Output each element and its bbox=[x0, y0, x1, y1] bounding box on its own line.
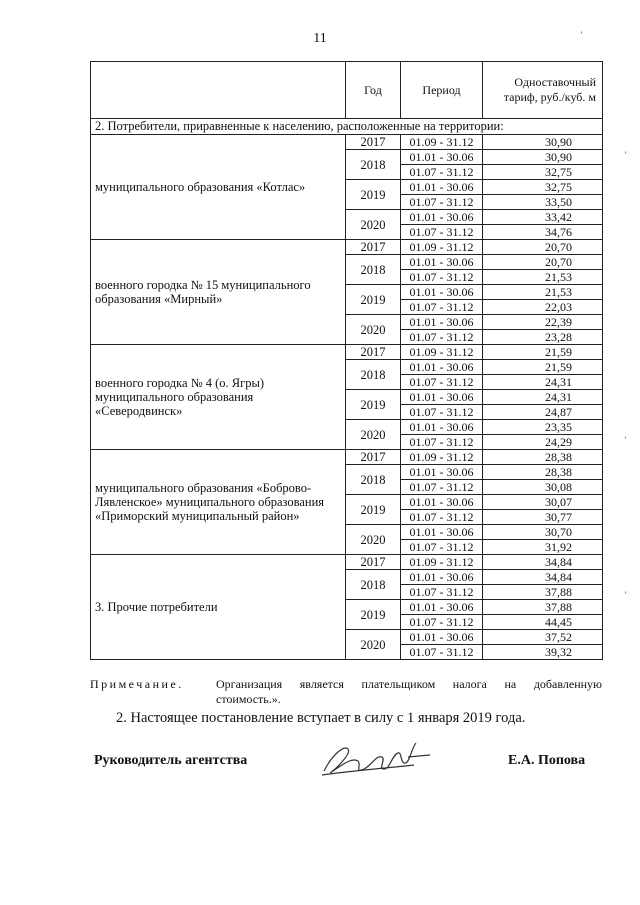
header-period: Период bbox=[401, 62, 483, 119]
tariff-cell: 21,59 bbox=[483, 345, 603, 360]
year-cell: 2019 bbox=[346, 285, 401, 315]
consumer-cell bbox=[91, 555, 346, 660]
period-cell: 01.07 - 31.12 bbox=[401, 585, 483, 600]
tariff-cell: 22,39 bbox=[483, 315, 603, 330]
period-cell: 01.01 - 30.06 bbox=[401, 360, 483, 375]
handwritten-signature bbox=[318, 735, 436, 783]
period-cell: 01.01 - 30.06 bbox=[401, 315, 483, 330]
period-cell: 01.07 - 31.12 bbox=[401, 165, 483, 180]
period-cell: 01.01 - 30.06 bbox=[401, 525, 483, 540]
period-cell: 01.07 - 31.12 bbox=[401, 405, 483, 420]
tariff-cell: 33,42 bbox=[483, 210, 603, 225]
period-cell: 01.01 - 30.06 bbox=[401, 495, 483, 510]
section-title: 2. Потребители, приравненные к населению, расположенные на территории: bbox=[91, 119, 603, 135]
scan-mark: ’ bbox=[624, 150, 627, 160]
year-cell: 2018 bbox=[346, 150, 401, 180]
header-tariff-line2: тариф, руб./куб. м bbox=[503, 90, 596, 104]
year-cell: 2019 bbox=[346, 180, 401, 210]
page-number: 11 bbox=[313, 31, 327, 46]
signatory-position: Руководитель агентства bbox=[94, 753, 248, 768]
tariff-table bbox=[90, 61, 603, 660]
period-cell: 01.01 - 30.06 bbox=[401, 180, 483, 195]
tariff-cell: 34,84 bbox=[483, 570, 603, 585]
year-cell: 2017 bbox=[346, 135, 401, 150]
period-cell: 01.01 - 30.06 bbox=[401, 420, 483, 435]
tariff-cell: 21,53 bbox=[483, 285, 603, 300]
note-text-line1: Организация является плательщиком налога на добавленную bbox=[216, 677, 602, 691]
tariff-cell: 24,31 bbox=[483, 390, 603, 405]
tariff-cell: 34,84 bbox=[483, 555, 603, 570]
year-cell: 2018 bbox=[346, 570, 401, 600]
consumer-line: Лявленское» муниципального образования bbox=[95, 495, 325, 509]
tariff-cell: 37,88 bbox=[483, 600, 603, 615]
tariff-cell: 39,32 bbox=[483, 645, 603, 660]
section-row bbox=[91, 119, 603, 135]
consumer-cell bbox=[91, 135, 346, 240]
period-cell: 01.01 - 30.06 bbox=[401, 285, 483, 300]
tariff-cell: 30,70 bbox=[483, 525, 603, 540]
note-text-line2: стоимость.». bbox=[216, 692, 281, 706]
consumer-cell bbox=[91, 240, 346, 345]
year-cell: 2017 bbox=[346, 555, 401, 570]
tariff-cell: 30,90 bbox=[483, 150, 603, 165]
signatory-name: Е.А. Попова bbox=[508, 753, 586, 768]
consumer-cell bbox=[91, 345, 346, 450]
period-cell: 01.09 - 31.12 bbox=[401, 555, 483, 570]
consumer-line: муниципального образования «Боброво- bbox=[95, 481, 312, 495]
period-cell: 01.01 - 30.06 bbox=[401, 570, 483, 585]
consumer-line: военного городка № 4 (о. Ягры) bbox=[95, 376, 265, 390]
year-cell: 2017 bbox=[346, 240, 401, 255]
year-cell: 2020 bbox=[346, 525, 401, 555]
tariff-cell: 23,35 bbox=[483, 420, 603, 435]
year-cell: 2017 bbox=[346, 450, 401, 465]
tariff-cell: 23,28 bbox=[483, 330, 603, 345]
tariff-cell: 22,03 bbox=[483, 300, 603, 315]
tariff-cell: 24,31 bbox=[483, 375, 603, 390]
consumer-line: «Приморский муниципальный район» bbox=[95, 509, 300, 523]
year-cell: 2018 bbox=[346, 465, 401, 495]
tariff-cell: 24,87 bbox=[483, 405, 603, 420]
period-cell: 01.07 - 31.12 bbox=[401, 645, 483, 660]
year-cell: 2020 bbox=[346, 420, 401, 450]
table-row bbox=[91, 450, 603, 465]
period-cell: 01.09 - 31.12 bbox=[401, 135, 483, 150]
tariff-cell: 20,70 bbox=[483, 240, 603, 255]
tariff-cell: 31,92 bbox=[483, 540, 603, 555]
consumer-line: муниципального образования «Котлас» bbox=[95, 180, 306, 194]
header-consumer bbox=[91, 62, 346, 119]
header-tariff-line1: Одноставочный bbox=[514, 75, 596, 89]
period-cell: 01.07 - 31.12 bbox=[401, 330, 483, 345]
year-cell: 2019 bbox=[346, 390, 401, 420]
tariff-cell: 30,08 bbox=[483, 480, 603, 495]
period-cell: 01.07 - 31.12 bbox=[401, 270, 483, 285]
tariff-cell: 30,77 bbox=[483, 510, 603, 525]
tariff-cell: 33,50 bbox=[483, 195, 603, 210]
header-year: Год bbox=[346, 62, 401, 119]
tariff-cell: 21,59 bbox=[483, 360, 603, 375]
year-cell: 2018 bbox=[346, 255, 401, 285]
period-cell: 01.07 - 31.12 bbox=[401, 375, 483, 390]
header-tariff bbox=[483, 62, 603, 119]
table-row bbox=[91, 345, 603, 360]
tariff-cell: 21,53 bbox=[483, 270, 603, 285]
period-cell: 01.01 - 30.06 bbox=[401, 150, 483, 165]
tariff-cell: 30,90 bbox=[483, 135, 603, 150]
period-cell: 01.07 - 31.12 bbox=[401, 225, 483, 240]
period-cell: 01.07 - 31.12 bbox=[401, 615, 483, 630]
scan-mark: ’ bbox=[580, 30, 583, 40]
table-header-row bbox=[91, 62, 603, 119]
tariff-cell: 37,52 bbox=[483, 630, 603, 645]
period-cell: 01.09 - 31.12 bbox=[401, 240, 483, 255]
tariff-cell: 20,70 bbox=[483, 255, 603, 270]
clause-effective-date: 2. Настоящее постановление вступает в силу с 1 января 2019 года. bbox=[116, 710, 526, 726]
note-label: Примечание. bbox=[90, 677, 184, 691]
year-cell: 2020 bbox=[346, 210, 401, 240]
period-cell: 01.07 - 31.12 bbox=[401, 195, 483, 210]
table-row bbox=[91, 240, 603, 255]
consumer-line: военного городка № 15 муниципального bbox=[95, 278, 311, 292]
tariff-cell: 44,45 bbox=[483, 615, 603, 630]
consumer-line: «Северодвинск» bbox=[95, 404, 183, 418]
year-cell: 2020 bbox=[346, 630, 401, 660]
period-cell: 01.09 - 31.12 bbox=[401, 450, 483, 465]
period-cell: 01.01 - 30.06 bbox=[401, 465, 483, 480]
period-cell: 01.01 - 30.06 bbox=[401, 630, 483, 645]
period-cell: 01.07 - 31.12 bbox=[401, 540, 483, 555]
table-row bbox=[91, 135, 603, 150]
tariff-cell: 34,76 bbox=[483, 225, 603, 240]
year-cell: 2018 bbox=[346, 360, 401, 390]
period-cell: 01.07 - 31.12 bbox=[401, 435, 483, 450]
tariff-cell: 37,88 bbox=[483, 585, 603, 600]
year-cell: 2019 bbox=[346, 600, 401, 630]
period-cell: 01.01 - 30.06 bbox=[401, 390, 483, 405]
consumer-line: муниципального образования bbox=[95, 390, 254, 404]
tariff-cell: 24,29 bbox=[483, 435, 603, 450]
consumer-line: образования «Мирный» bbox=[95, 292, 223, 306]
scan-mark: ’ bbox=[624, 590, 627, 600]
year-cell: 2020 bbox=[346, 315, 401, 345]
tariff-cell: 32,75 bbox=[483, 180, 603, 195]
period-cell: 01.01 - 30.06 bbox=[401, 600, 483, 615]
consumer-cell bbox=[91, 450, 346, 555]
year-cell: 2017 bbox=[346, 345, 401, 360]
tariff-cell: 28,38 bbox=[483, 450, 603, 465]
period-cell: 01.01 - 30.06 bbox=[401, 255, 483, 270]
period-cell: 01.07 - 31.12 bbox=[401, 480, 483, 495]
period-cell: 01.07 - 31.12 bbox=[401, 510, 483, 525]
table-row bbox=[91, 555, 603, 570]
tariff-cell: 32,75 bbox=[483, 165, 603, 180]
tariff-cell: 30,07 bbox=[483, 495, 603, 510]
period-cell: 01.07 - 31.12 bbox=[401, 300, 483, 315]
scan-mark: ’ bbox=[624, 435, 627, 445]
year-cell: 2019 bbox=[346, 495, 401, 525]
consumer-line: 3. Прочие потребители bbox=[95, 600, 218, 614]
tariff-cell: 28,38 bbox=[483, 465, 603, 480]
period-cell: 01.09 - 31.12 bbox=[401, 345, 483, 360]
period-cell: 01.01 - 30.06 bbox=[401, 210, 483, 225]
